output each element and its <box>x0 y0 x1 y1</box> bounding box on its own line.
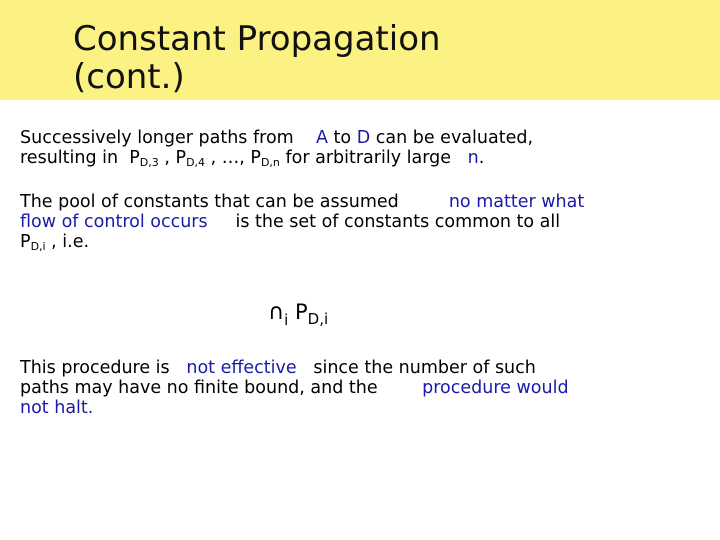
paths-line-2: resulting in $P_{D,3}$ , $P_{D,4}$ , …, $P_{D,n}$ for arbitrarily large n. <box>20 148 485 169</box>
intersection-symbol: ∩ <box>268 300 285 325</box>
procedure-line-2: paths may have no finite bound, and the procedure would <box>20 378 569 398</box>
procedure-line-3: not halt. <box>20 398 94 418</box>
pool-line-1: The pool of constants that can be assumed no matter what <box>20 192 585 212</box>
var-n: n <box>467 148 479 168</box>
pool-line-3: $P_{D,i}$ , i.e. <box>20 232 90 253</box>
title-line-1: Constant Propagation <box>73 19 441 59</box>
paragraph-paths <box>20 128 533 173</box>
node-d: D <box>356 128 371 148</box>
node-a: A <box>315 128 328 148</box>
procedure-line-1: This procedure is not effective since the number of such <box>20 358 536 378</box>
slide-title <box>73 20 441 96</box>
paths-line-1: Successively longer paths from A to D can be evaluated, <box>20 128 534 148</box>
pool-line-2: flow of control occurs is the set of constants common to all <box>20 212 561 232</box>
paragraph-pool <box>20 192 584 257</box>
title-line-2: (cont.) <box>73 57 185 97</box>
intersection-formula: $\cap_i$ $P_{D,i}$ <box>268 300 329 329</box>
paragraph-procedure <box>20 358 569 418</box>
